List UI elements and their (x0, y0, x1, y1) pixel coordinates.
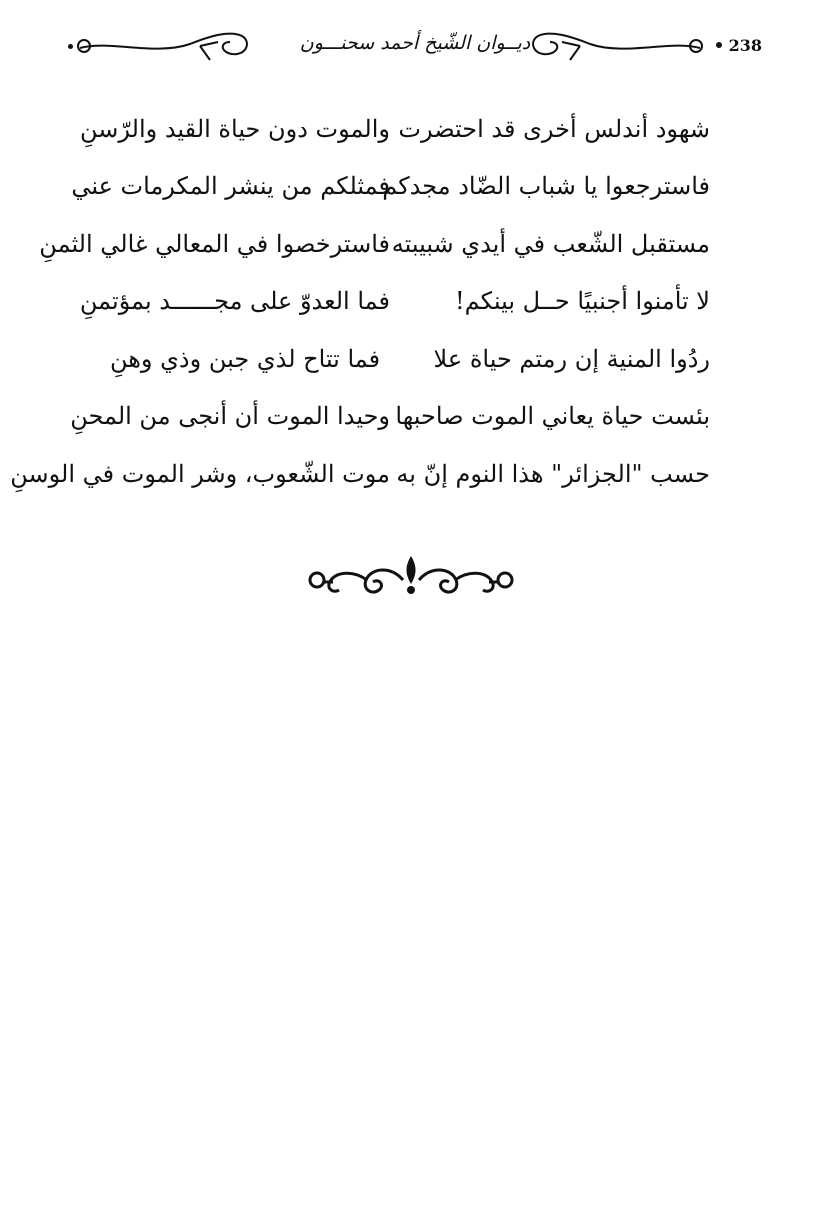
running-title: ديــوان الشّيخ أحمد سحنـــون (299, 32, 531, 54)
verse-first-hemistich: لا تأمنوا أجنبيًا حــل بينكم! (454, 287, 710, 316)
verse (80, 100, 710, 158)
page-number: 238 (728, 36, 762, 55)
verse-first-hemistich: بئست حياة يعاني الموت صاحبها (395, 402, 710, 431)
header-ornament-left (60, 22, 260, 72)
page-header (60, 22, 770, 74)
verse-second-hemistich: موت الشّعوب، وشر الموت في الوسنِ (10, 459, 390, 488)
end-ornament (303, 550, 519, 600)
verse-first-hemistich: حسب "الجزائر" هذا النوم إنّ به (396, 459, 710, 488)
verse (10, 445, 710, 503)
verse-second-hemistich: فاسترخصوا في المعالي غالي الثمنِ (39, 229, 390, 258)
verse-second-hemistich: فما العدوّ على مجــــــد بمؤتمنِ (79, 287, 390, 316)
verse (71, 158, 710, 216)
verse-second-hemistich: والموت دون حياة القيد والرّسنِ (80, 114, 390, 143)
verse (39, 215, 710, 273)
verse-second-hemistich: فمثلكم من ينشر المكرمات عني (71, 172, 390, 201)
verse (79, 273, 710, 331)
verse-first-hemistich: شهود أندلس أخرى قد احتضرت (398, 114, 710, 143)
poem (10, 100, 710, 503)
verse-first-hemistich: مستقبل الشّعب في أيدي شبيبته (391, 229, 710, 258)
verse (110, 330, 710, 388)
verse (70, 388, 710, 446)
verse-first-hemistich: ردُوا المنية إن رمتم حياة علا (433, 344, 710, 373)
header-dot-right (716, 42, 722, 48)
verse-second-hemistich: وحيدا الموت أن أنجى من المحنِ (70, 402, 390, 431)
verse-first-hemistich: فاسترجعوا يا شباب الضّاد مجدكم (382, 172, 710, 201)
header-ornament-right (510, 22, 720, 72)
verse-second-hemistich: فما تتاح لذي جبن وذي وهنِ (110, 344, 381, 373)
